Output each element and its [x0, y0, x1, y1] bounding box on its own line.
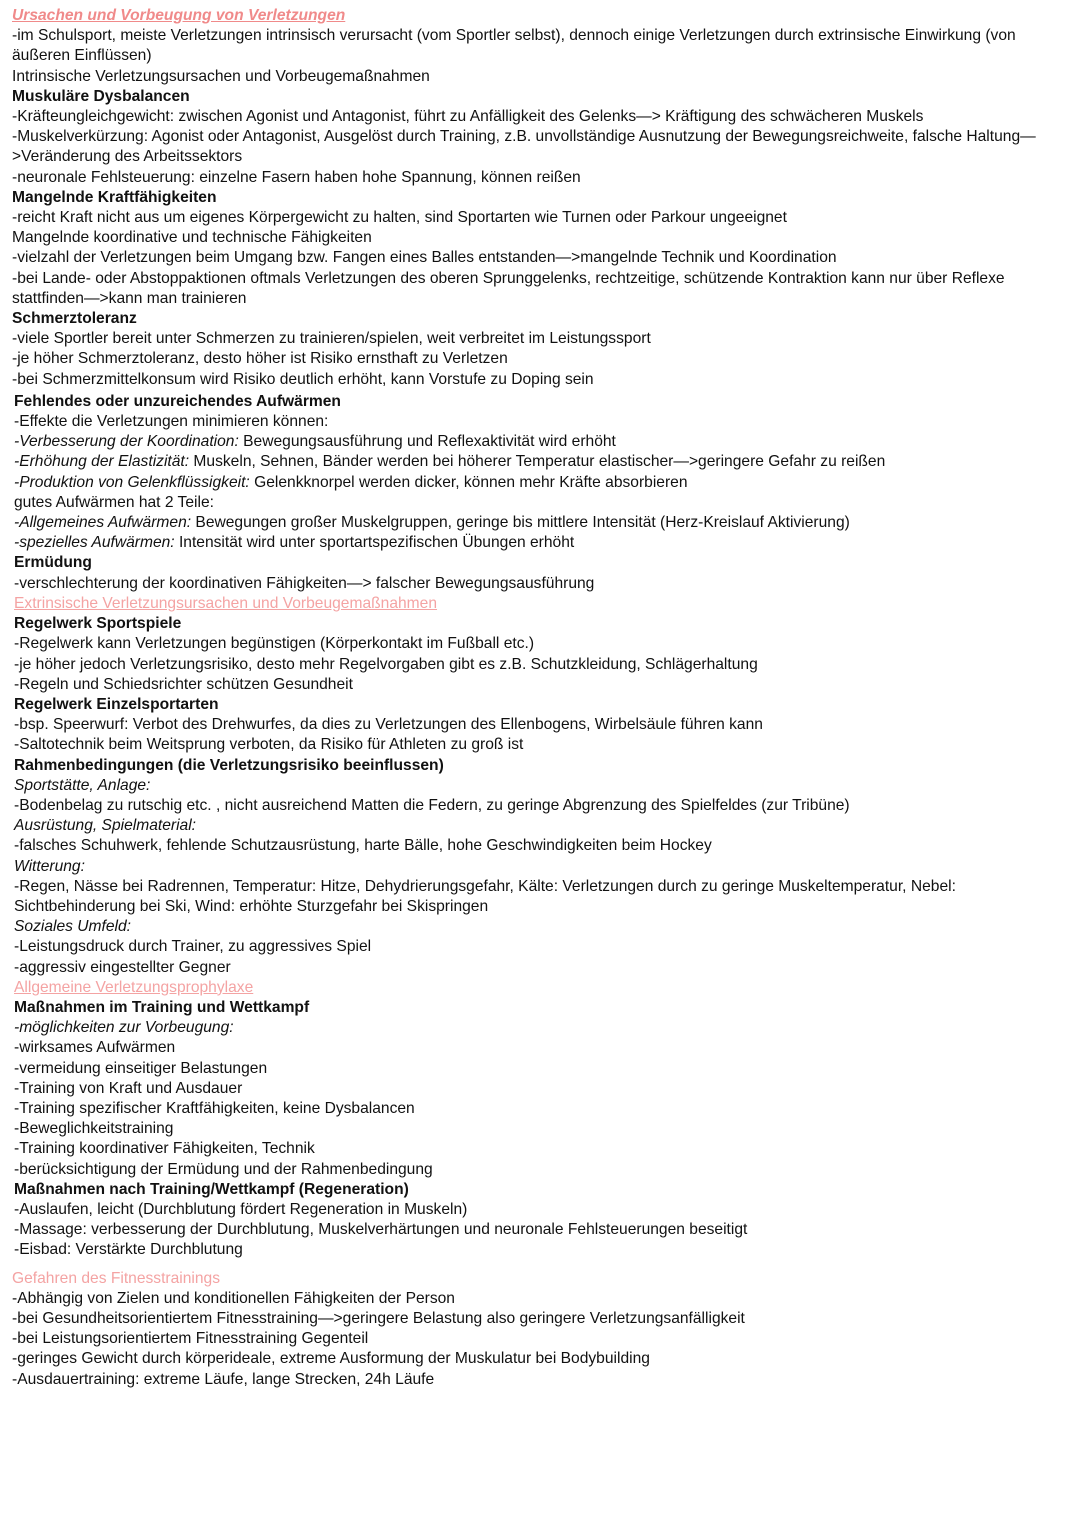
text-line: -Leistungsdruck durch Trainer, zu aggressives Spiel [14, 938, 372, 956]
text-line: -aggressiv eingestellter Gegner [14, 958, 231, 976]
text-line: -bei Schmerzmittelkonsum wird Risiko deutlich erhöht, kann Vorstufe zu Doping sein [12, 370, 594, 388]
effect-line [14, 432, 1068, 452]
text-line: -wirksames Aufwärmen [14, 1039, 176, 1057]
section-heading: Mangelnde Kraftfähigkeiten [12, 188, 217, 206]
text-line: -viele Sportler bereit unter Schmerzen zu trainieren/spielen, weit verbreitet im Leistungssport [12, 330, 651, 348]
section-heading: Maßnahmen nach Training/Wettkampf (Regeneration) [14, 1180, 409, 1198]
text-line: -Training von Kraft und Ausdauer [14, 1079, 243, 1097]
text-line: -verschlechterung der koordinativen Fähigkeiten—> falscher Bewegungsausführung [14, 574, 595, 592]
text-line: -Saltotechnik beim Weitsprung verboten, da Risiko für Athleten zu groß ist [14, 736, 524, 754]
text-line: -bei Leistungsorientiertem Fitnesstraining Gegenteil [12, 1330, 369, 1348]
text-line: -Abhängig von Zielen und konditionellen Fähigkeiten der Person [12, 1289, 455, 1307]
section-title-gefahren: Gefahren des Fitnesstrainings [12, 1269, 221, 1287]
text-line: Mangelnde koordinative und technische Fähigkeiten [12, 229, 372, 247]
part-line [14, 533, 1068, 553]
text-line: -Auslaufen, leicht (Durchblutung fördert Regeneration in Muskeln) [14, 1200, 468, 1218]
text-line: -Ausdauertraining: extreme Läufe, lange Strecken, 24h Läufe [12, 1370, 435, 1388]
text-line: -neuronale Fehlsteuerung: einzelne Fasern haben hohe Spannung, können reißen [12, 168, 581, 186]
part-label: -Allgemeines Aufwärmen: [14, 514, 192, 532]
effect-text: Muskeln, Sehnen, Bänder werden bei höherer Temperatur elastischer—>geringere Gefahr zu reißen [189, 453, 886, 471]
text-line: -je höher Schmerztoleranz, desto höher ist Risiko ernsthaft zu Verletzen [12, 350, 508, 368]
effect-line [14, 473, 1068, 493]
intro-line: -im Schulsport, meiste Verletzungen intrinsisch verursacht (vom Sportler selbst), dennoch einige Verletzungen durch extrinsische Einwirkung (von äußeren Einflüssen) [12, 27, 1016, 65]
text-line: -Training spezifischer Kraftfähigkeiten, keine Dysbalancen [14, 1099, 415, 1117]
subheading: Ausrüstung, Spielmaterial: [14, 817, 197, 835]
effect-label: -Produktion von Gelenkflüssigkeit: [14, 473, 250, 491]
effect-text: Gelenkknorpel werden dicker, können mehr Kräfte absorbieren [249, 473, 688, 491]
text-line: -falsches Schuhwerk, fehlende Schutzausrüstung, harte Bälle, hohe Geschwindigkeiten beim Hockey [14, 837, 712, 855]
effect-line [14, 452, 1068, 472]
part-line [14, 513, 1068, 533]
subheading: -möglichkeiten zur Vorbeugung: [14, 1019, 234, 1037]
text-line: -Massage: verbesserung der Durchblutung, Muskelverhärtungen und neuronale Fehlsteuerungen beseitigt [14, 1221, 748, 1239]
section-heading: Rahmenbedingungen (die Verletzungsrisiko beeinflussen) [14, 756, 444, 774]
text-line: -vielzahl der Verletzungen beim Umgang bzw. Fangen eines Balles entstanden—>mangelnde Technik und Koordination [12, 249, 837, 267]
intro-subtitle: Intrinsische Verletzungsursachen und Vorbeugemaßnahmen [12, 67, 430, 85]
text-line: -Regeln und Schiedsrichter schützen Gesundheit [14, 675, 353, 693]
subheading: Witterung: [14, 857, 85, 875]
subheading: Soziales Umfeld: [14, 918, 131, 936]
part-text: Bewegungen großer Muskelgruppen, geringe bis mittlere Intensität (Herz-Kreislauf Aktivierung) [191, 514, 850, 532]
part-text: Intensität wird unter sportartspezifischen Übungen erhöht [174, 534, 575, 552]
section-heading: Maßnahmen im Training und Wettkampf [14, 998, 310, 1016]
text-line: -vermeidung einseitiger Belastungen [14, 1059, 268, 1077]
text-line: -Beweglichkeitstraining [14, 1120, 174, 1138]
text-line: -Kräfteungleichgewicht: zwischen Agonist und Antagonist, führt zu Anfälligkeit des Gelenks—> Kräftigung des schwächeren Muskels [12, 108, 924, 126]
section-heading: Regelwerk Einzelsportarten [14, 695, 219, 713]
effect-label: -Erhöhung der Elastizität: [14, 453, 190, 471]
text-line: -bei Gesundheitsorientiertem Fitnesstraining—>geringere Belastung also geringere Verletzungsanfälligkeit [12, 1310, 745, 1327]
part-label: -spezielles Aufwärmen: [14, 534, 175, 552]
page-title: Ursachen und Vorbeugung von Verletzungen [12, 7, 346, 24]
text-line: -je höher jedoch Verletzungsrisiko, desto mehr Regelvorgaben gibt es z.B. Schutzkleidung, Schlägerhaltung [14, 655, 758, 673]
text-line: -Regen, Nässe bei Radrennen, Temperatur: Hitze, Dehydrierungsgefahr, Kälte: Verletzungen durch zu geringe Muskeltemperatur, Nebel: Sichtbehinderung bei Ski, Wind: erhöhte Sturzgefahr bei Skispringen [14, 877, 956, 915]
text-line: -Eisbad: Verstärkte Durchblutung [14, 1241, 243, 1259]
text-line: -Training koordinativer Fähigkeiten, Technik [14, 1140, 315, 1158]
text-line: -bei Lande- oder Abstoppaktionen oftmals Verletzungen des oberen Sprunggelenks, rechtzeitige, schützende Kontraktion kann nur über Reflexe stattfinden—>kann man trainieren [12, 269, 1005, 307]
text-line: -Regelwerk kann Verletzungen begünstigen (Körperkontakt im Fußball etc.) [14, 635, 535, 653]
text-line: -Muskelverkürzung: Agonist oder Antagonist, Ausgelöst durch Training, z.B. unvollständige Ausnutzung der Bewegungsreichweite, falsche Haltung—>Veränderung des Arbeitssektors [12, 128, 1036, 166]
text-line: -bsp. Speerwurf: Verbot des Drehwurfes, da dies zu Verletzungen des Ellenbogens, Wirbelsäule führen kann [14, 716, 763, 734]
text-line: -geringes Gewicht durch körperideale, extreme Ausformung der Muskulatur bei Bodybuilding [12, 1350, 650, 1368]
section-title-extrinsic: Extrinsische Verletzungsursachen und Vorbeugemaßnahmen [14, 594, 438, 612]
effect-text: Bewegungsausführung und Reflexaktivität wird erhöht [238, 433, 616, 451]
text-line: -Effekte die Verletzungen minimieren können: [14, 413, 329, 431]
text-line: gutes Aufwärmen hat 2 Teile: [14, 493, 214, 511]
section-heading: Ermüdung [14, 554, 92, 572]
subheading: Sportstätte, Anlage: [14, 776, 151, 794]
section-heading: Regelwerk Sportspiele [14, 615, 182, 633]
section-heading: Muskuläre Dysbalancen [12, 87, 190, 105]
effect-label: -Verbesserung der Koordination: [14, 433, 239, 451]
section-heading: Schmerztoleranz [12, 310, 137, 328]
text-line: -reicht Kraft nicht aus um eigenes Körpergewicht zu halten, sind Sportarten wie Turnen oder Parkour ungeeignet [12, 209, 787, 227]
text-line: -berücksichtigung der Ermüdung und der Rahmenbedingung [14, 1160, 433, 1178]
section-title-prophylaxe: Allgemeine Verletzungsprophylaxe [14, 978, 254, 996]
text-line: -Bodenbelag zu rutschig etc. , nicht ausreichend Matten die Federn, zu geringe Abgrenzung des Spielfeldes (zur Tribüne) [14, 796, 850, 814]
section-heading: Fehlendes oder unzureichendes Aufwärmen [14, 392, 341, 410]
